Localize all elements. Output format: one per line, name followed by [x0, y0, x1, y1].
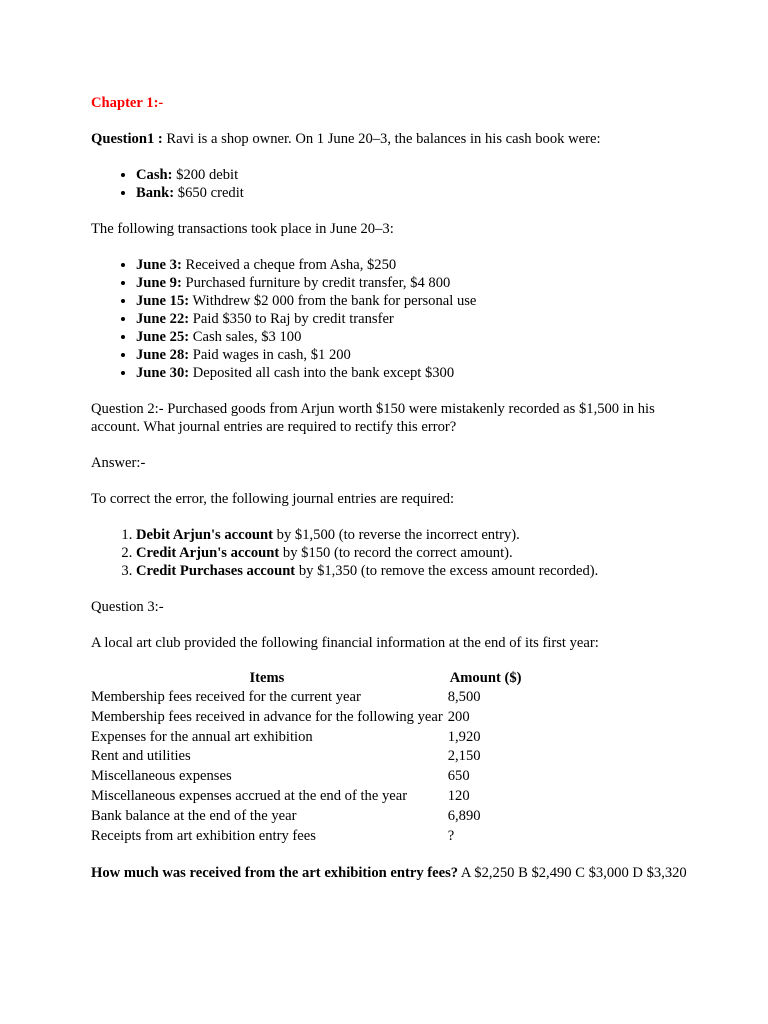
- question3-mcq: [91, 864, 691, 882]
- amount-cell: 1,920: [447, 728, 481, 745]
- amount-cell: 200: [447, 708, 470, 725]
- table-row: [90, 688, 523, 708]
- table-row: [90, 708, 523, 728]
- question3-intro: A local art club provided the following financial information at the end of its first year:: [91, 635, 599, 651]
- question3-question: How much was received from the art exhibition entry fees?: [91, 865, 459, 882]
- balance-text: $200 debit: [172, 167, 239, 183]
- transactions-intro: The following transactions took place in June 20–3:: [91, 221, 394, 237]
- amount-cell: 120: [447, 787, 470, 804]
- table-row: [90, 747, 523, 767]
- document-page: [91, 94, 691, 900]
- transaction-date: June 25:: [136, 329, 190, 345]
- transaction-text: Received a cheque from Asha, $250: [181, 257, 397, 273]
- table-row: [90, 767, 523, 787]
- transaction-text: Paid wages in cash, $1 200: [189, 347, 351, 363]
- transaction-text: Cash sales, $3 100: [189, 329, 302, 345]
- list-item: [136, 346, 691, 364]
- list-item: [136, 562, 691, 580]
- item-cell: Receipts from art exhibition entry fees: [91, 827, 316, 844]
- question2-text: Question 2:- Purchased goods from Arjun worth $150 were mistakenly recorded as $1,500 in his account. What journal entries are required to rectify this error?: [91, 401, 655, 435]
- balance-text: $650 credit: [174, 185, 244, 201]
- item-cell: Rent and utilities: [91, 748, 191, 765]
- question3-options: A $2,250 B $2,490 C $3,000 D $3,320: [458, 865, 687, 882]
- list-item: [136, 310, 691, 328]
- column-header-items: Items: [249, 670, 285, 686]
- list-item: [136, 166, 691, 184]
- table-row: [90, 827, 523, 847]
- transactions-list: [91, 256, 691, 382]
- list-item: [136, 256, 691, 274]
- transaction-date: June 22:: [136, 311, 190, 327]
- transaction-date: June 28:: [136, 347, 190, 363]
- list-item: [136, 184, 691, 202]
- table-row: [90, 787, 523, 807]
- financial-table: [90, 668, 523, 846]
- balance-label: Cash:: [136, 167, 173, 183]
- balance-label: Bank:: [136, 185, 175, 201]
- amount-cell: 8,500: [447, 689, 481, 705]
- answer-label: Answer:-: [91, 455, 146, 471]
- list-item: [136, 544, 691, 562]
- table-header-row: [90, 668, 523, 688]
- item-cell: Expenses for the annual art exhibition: [91, 728, 313, 745]
- item-cell: Miscellaneous expenses accrued at the end of the year: [91, 787, 408, 804]
- transaction-date: June 30:: [136, 365, 190, 381]
- question3-label: Question 3:-: [91, 599, 164, 615]
- entry-label: Credit Purchases account: [136, 563, 296, 579]
- balances-list: [91, 166, 691, 202]
- transaction-date: June 15:: [136, 293, 190, 309]
- list-item: [136, 364, 691, 382]
- column-header-amount: Amount ($): [449, 670, 522, 686]
- amount-cell: 2,150: [447, 748, 481, 765]
- chapter-title: Chapter 1:-: [91, 95, 164, 111]
- question1-label: Question1 :: [91, 131, 163, 147]
- transaction-text: Withdrew $2 000 from the bank for personal use: [189, 293, 477, 309]
- amount-cell: 650: [447, 768, 470, 785]
- answer-intro: To correct the error, the following journal entries are required:: [91, 491, 455, 507]
- item-cell: Bank balance at the end of the year: [91, 807, 297, 824]
- entry-text: by $150 (to record the correct amount).: [279, 545, 513, 561]
- item-cell: Membership fees received for the current year: [91, 689, 361, 705]
- amount-cell: 6,890: [447, 807, 481, 824]
- amount-cell: ?: [447, 827, 455, 844]
- entry-text: by $1,500 (to reverse the incorrect entry).: [273, 527, 520, 543]
- question1-paragraph: [91, 130, 691, 148]
- transaction-text: Purchased furniture by credit transfer, $4 800: [181, 275, 451, 291]
- transaction-text: Deposited all cash into the bank except $300: [189, 365, 455, 381]
- entry-label: Credit Arjun's account: [136, 545, 280, 561]
- list-item: [136, 328, 691, 346]
- list-item: [136, 274, 691, 292]
- item-cell: Membership fees received in advance for the following year: [91, 708, 443, 725]
- transaction-date: June 9:: [136, 275, 182, 291]
- list-item: [136, 292, 691, 310]
- entry-label: Debit Arjun's account: [136, 527, 274, 543]
- journal-entries-list: [91, 526, 691, 580]
- table-row: [90, 728, 523, 748]
- table-row: [90, 807, 523, 827]
- item-cell: Miscellaneous expenses: [91, 768, 232, 785]
- list-item: [136, 526, 691, 544]
- transaction-text: Paid $350 to Raj by credit transfer: [189, 311, 394, 327]
- question1-text: Ravi is a shop owner. On 1 June 20–3, the balances in his cash book were:: [162, 131, 601, 147]
- entry-text: by $1,350 (to remove the excess amount recorded).: [295, 563, 599, 579]
- transaction-date: June 3:: [136, 257, 182, 273]
